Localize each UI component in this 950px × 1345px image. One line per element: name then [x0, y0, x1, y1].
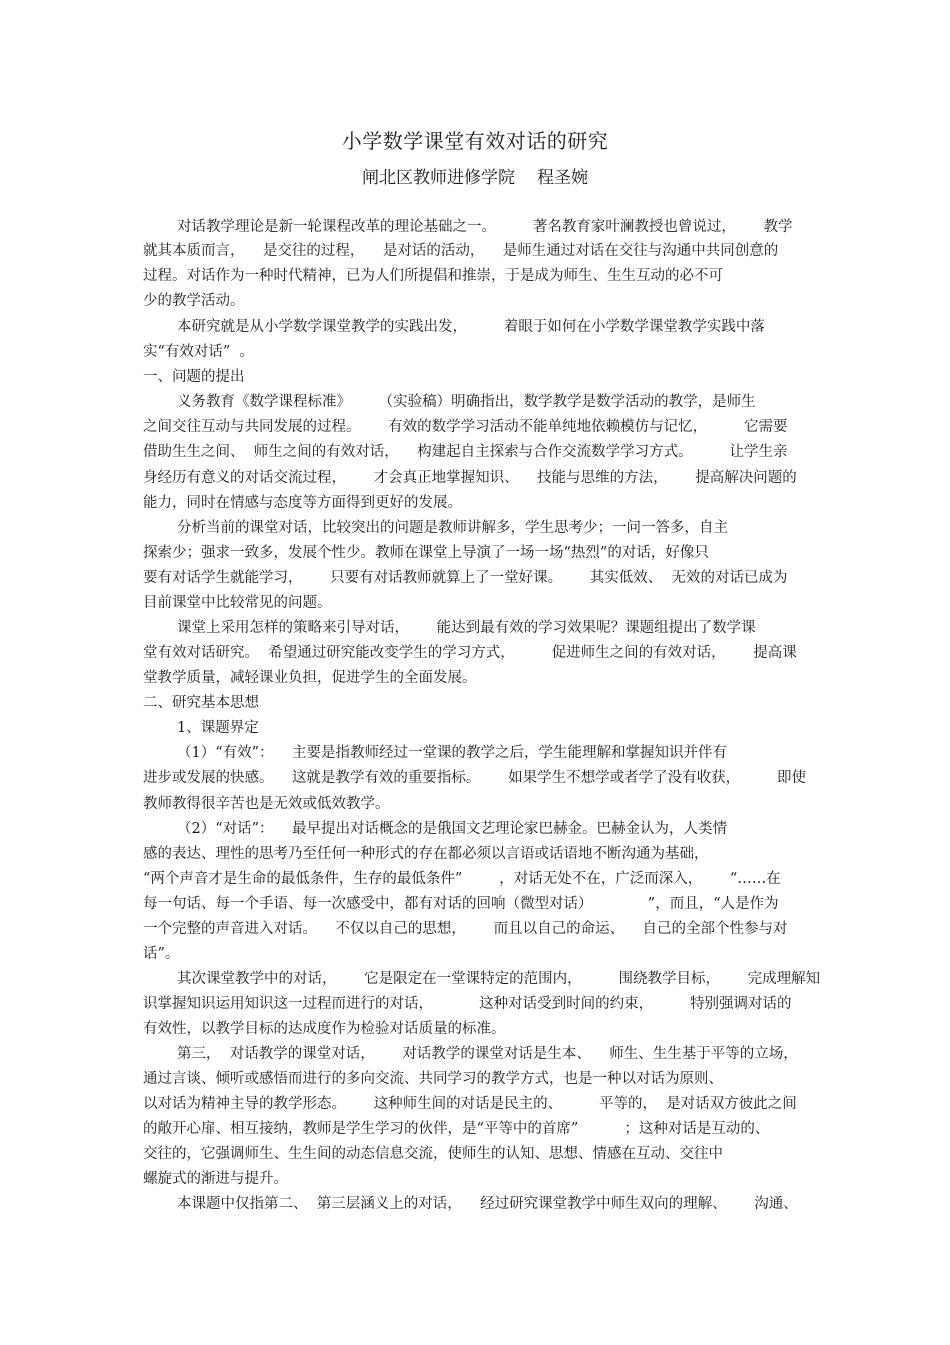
body-line: 课堂上采用怎样的策略来引导对话， 能达到最有效的学习效果呢？课题组提出了数学课: [177, 620, 756, 636]
body-line: 分析当前的课堂对话，比较突出的问题是教师讲解多，学生思考少；一问一答多，自主: [177, 520, 728, 536]
body-line: 通过言谈、倾听或感悟而进行的多向交流、共同学习的教学方式，也是一种以对话为原则、: [143, 1071, 723, 1087]
author-name: 程圣婉: [537, 168, 588, 188]
body-line: （1）“有效”： 主要是指教师经过一堂课的教学之后，学生能理解和掌握知识并伴有: [177, 745, 727, 761]
body-line: 借助生生之间、 师生之间的有效对话， 构建起自主探索与合作交流数学学习方式。 让学生亲: [143, 444, 788, 460]
body-line: 之间交往互动与共同发展的过程。 有效的数学学习活动不能单纯地依赖模仿与记忆， 它需要: [143, 419, 788, 435]
document-subtitle: [0, 166, 950, 190]
body-line: 螺旋式的渐进与提升。: [143, 1171, 288, 1187]
author-institution: 闸北区教师进修学院: [362, 168, 515, 188]
section-heading: 一、问题的提出: [143, 369, 245, 385]
body-line: 就其本质而言， 是交往的过程， 是对话的活动， 是师生通过对话在交往与沟通中共同创意的: [143, 243, 779, 259]
body-line: 少的教学活动。: [143, 293, 245, 309]
body-line: 其次课堂教学中的对话， 它是限定在一堂课特定的范围内， 围绕教学目标， 完成理解知: [177, 971, 821, 987]
body-line: 堂有效对话研究。 希望通过研究能改变学生的学习方式， 促进师生之间的有效对话， 提高课: [143, 645, 797, 661]
body-line: 目前课堂中比较常见的问题。: [143, 595, 332, 611]
body-line: 本课题中仅指第二、 第三层涵义上的对话， 经过研究课堂教学中师生双向的理解、 沟通、: [177, 1196, 798, 1212]
body-line: 的敞开心扉、相互接纳，教师是学生学习的伙伴，是“平等中的首席” ；这种对话是互动的、: [143, 1121, 770, 1137]
body-line: 本研究就是从小学数学课堂教学的实践出发， 着眼于如何在小学数学课堂教学实践中落: [177, 319, 765, 335]
body-line: 感的表达、理性的思考乃至任何一种形式的存在都必须以言语或话语地不断沟通为基础，: [143, 846, 709, 862]
body-line: 探索少；强求一致多，发展个性少。教师在课堂上导演了一场一场“热烈”的对话，好像只: [143, 545, 709, 561]
body-line: 实“有效对话” 。: [143, 344, 255, 360]
subsection-heading: 1、课题界定: [177, 720, 259, 736]
body-line: 一个完整的声音进入对话。 不仅以自己的思想， 而且以自己的命运、 自己的全部个性参与对: [143, 921, 788, 937]
body-line: 过程。对话作为一种时代精神，已为人们所提倡和推崇，于是成为师生、生生互动的必不可: [143, 268, 723, 284]
body-line: 堂教学质量，减轻课业负担，促进学生的全面发展。: [143, 670, 477, 686]
body-line: 义务教育《数学课程标准》 （实验稿）明确指出，数学教学是数学活动的教学，是师生: [177, 394, 756, 410]
body-line: 第三， 对话教学的课堂对话， 对话教学的课堂对话是生本、 师生、生生基于平等的立场，: [177, 1046, 798, 1062]
body-line: “两个声音才是生命的最低条件，生存的最低条件” ，对话无处不在，广泛而深入， “……在: [143, 871, 781, 887]
body-line: 要有对话学生就能学习， 只要有对话教师就算上了一堂好课。 其实低效、 无效的对话已成为: [143, 570, 788, 586]
section-heading: 二、研究基本思想: [143, 695, 259, 711]
body-line: 交往的，它强调师生、生生间的动态信息交流，使师生的认知、思想、情感在互动、交往中: [143, 1146, 723, 1162]
document-title: 小学数学课堂有效对话的研究: [341, 129, 609, 153]
body-line: 有效性，以教学目标的达成度作为检验对话质量的标准。: [143, 1021, 506, 1037]
body-line: 以对话为精神主导的教学形态。 这种师生间的对话是民主的、 平等的， 是对话双方彼此之间: [143, 1096, 797, 1112]
body-line: 对话教学理论是新一轮课程改革的理论基础之一。 著名教育家叶澜教授也曾说过， 教学: [177, 219, 793, 235]
body-line: 能力，同时在情感与态度等方面得到更好的发展。: [143, 495, 462, 511]
body-line: 教师教得很辛苦也是无效或低效教学。: [143, 796, 390, 812]
body-line: 每一句话、每一个手语、每一次感受中，都有对话的回响（微型对话） ”，而且，“人是作为: [143, 896, 779, 912]
body-line: 话”。: [143, 946, 180, 962]
body-line: 识掌握知识运用知识这一过程而进行的对话， 这种对话受到时间的约束， 特别强调对话的: [143, 996, 792, 1012]
body-line: （2）“对话”： 最早提出对话概念的是俄国文艺理论家巴赫金。巴赫金认为，人类情: [177, 821, 727, 837]
body-line: 身经历有意义的对话交流过程， 才会真正地掌握知识、 技能与思维的方法， 提高解决问题的: [143, 470, 797, 486]
body-line: 进步或发展的快感。 这就是教学有效的重要指标。 如果学生不想学或者学了没有收获， 即使: [143, 770, 806, 786]
